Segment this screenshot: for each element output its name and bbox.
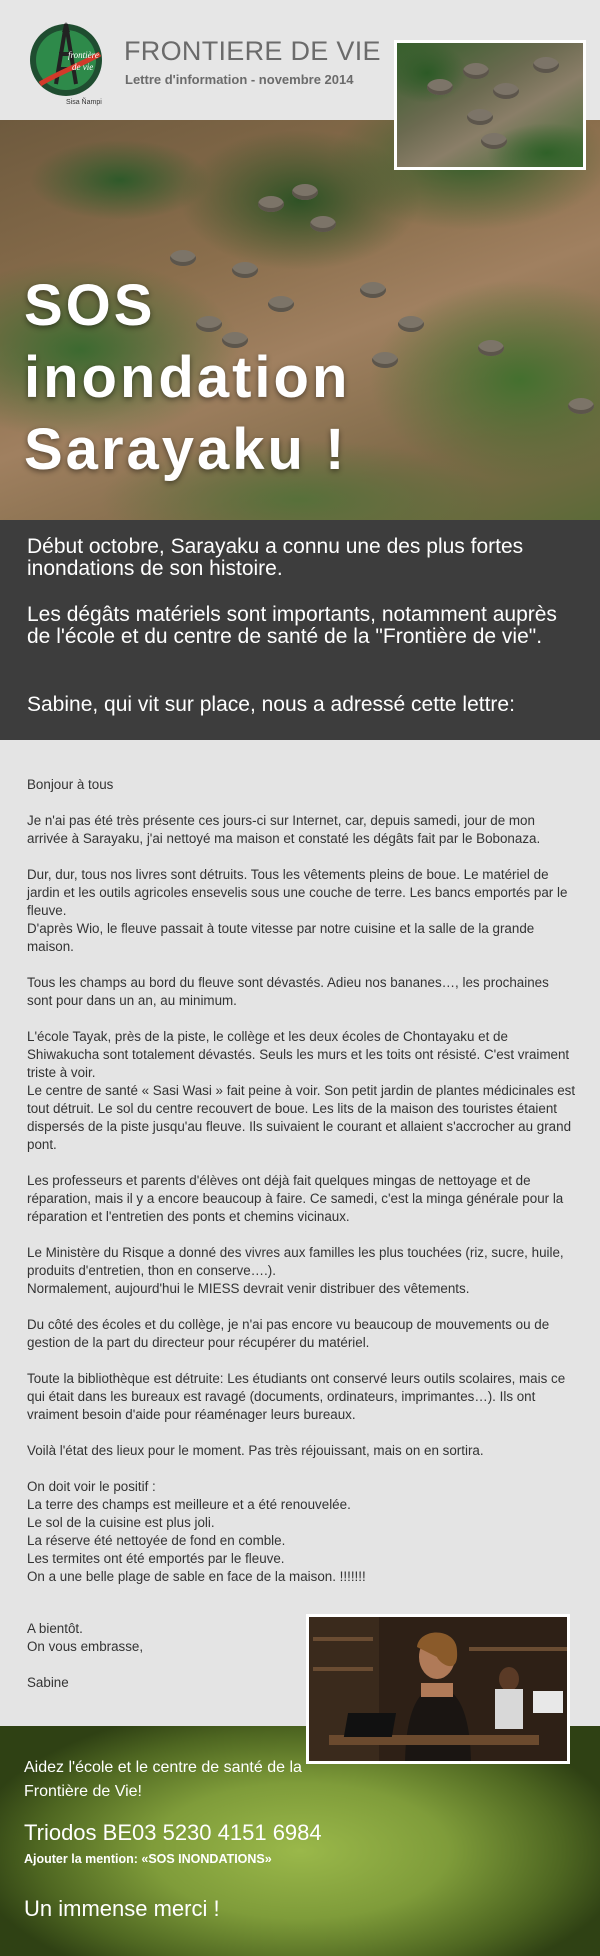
letter-signoff — [27, 1620, 287, 1710]
letter-paragraph: Tous les champs au bord du fleuve sont dévastés. Adieu nos bananes…, les prochaines sont pour dans un an, au minimum. — [27, 975, 549, 1008]
hut — [478, 340, 504, 356]
letter-paragraph: Je n'ai pas été très présente ces jours-ci sur Internet, car, depuis samedi, jour de mon arrivée à Sarayaku, j'ai nettoyé ma maison et constaté les dégâts fait par le Bobonaza. — [27, 813, 541, 846]
letter-closing: A bientôt. On vous embrasse, — [27, 1621, 144, 1654]
hut — [170, 250, 196, 266]
letter-signature: Sabine — [27, 1675, 69, 1690]
letter-paragraph: Voilà l'état des lieux pour le moment. Pas très réjouissant, mais on en sortira. — [27, 1443, 484, 1458]
letter-paragraph: Le Ministère du Risque a donné des vivres aux familles les plus touchées (riz, sucre, huile, produits d'entretien, thon en conserve….). Normalement, aujourd'hui le MIESS devrait venir distribuer des vêtements. — [27, 1245, 564, 1296]
frontiere-de-vie-logo — [26, 14, 106, 106]
letter-paragraph: Les professeurs et parents d'élèves ont déjà fait quelques mingas de nettoyage et de réparation, mais il y a encore beaucoup à faire. Ce samedi, c'est la minga générale pour la réparation et l'entretien des ponts et chemins vicinaux. — [27, 1173, 564, 1224]
letter-body — [27, 776, 577, 1604]
sabine-photo-illustration — [309, 1617, 570, 1764]
letter-greeting: Bonjour à tous — [27, 777, 114, 792]
hut — [427, 79, 453, 95]
intro-paragraph: Sabine, qui vit sur place, nous a adressé cette lettre: — [27, 693, 515, 716]
sabine-photo — [306, 1614, 570, 1764]
intro-paragraph: Les dégâts matériels sont importants, notamment auprès de l'école et du centre de santé de la "Frontière de vie". — [27, 603, 557, 648]
letter-paragraph: Dur, dur, tous nos livres sont détruits. Tous les vêtements pleins de boue. Le matériel de jardin et les outils agricoles ensevelis sous une couche de terre. Les bancs emportés par le fleuve. D'après Wio, le fleuve passait à toute vitesse par notre cuisine et la salle de la grande maison. — [27, 867, 568, 954]
hut — [310, 216, 336, 232]
hut — [258, 196, 284, 212]
letter-paragraph: Toute la bibliothèque est détruite: Les étudiants ont conservé leurs outils scolaires, mais ce qui était dans les bureaux est ravagé (documents, ordinateurs, imprimantes…). Ils ont vraiment besoin d'aide pour réaménager leurs bureaux. — [27, 1371, 566, 1422]
letter-paragraph: L'école Tayak, près de la piste, le collège et les deux écoles de Chontayaku et de Shiwakucha sont totalement dévastés. Seuls les murs et les toits ont résisté. C'est vraiment triste à voir. Le centre de santé « Sasi Wasi » fait peine à voir. Son petit jardin de plantes médicinales est tout détruit. Le sol du centre recouvert de boue. Les lits de la maison des touristes étaient dispersés de la piste jusqu'au fleuve. Ils suivaient le courant et allaient s'accrocher au grand pont. — [27, 1029, 576, 1152]
hero-headline: SOS inondation Sarayaku ! — [24, 273, 351, 482]
svg-text:de vie: de vie — [72, 62, 94, 72]
hut — [493, 83, 519, 99]
thank-you-message: Un immense merci ! — [24, 1896, 220, 1921]
hut — [467, 109, 493, 125]
hut — [481, 133, 507, 149]
inset-aerial-photo — [394, 40, 586, 170]
donation-call-to-action: Aidez l'école et le centre de santé de la Frontière de Vie! — [24, 1759, 302, 1800]
intro-paragraph: Début octobre, Sarayaku a connu une des plus fortes inondations de son histoire. — [27, 535, 524, 580]
hut — [568, 398, 594, 414]
letter-paragraph: Du côté des écoles et du collège, je n'ai pas encore vu beaucoup de mouvements ou de gestion de la part du directeur pour récupérer du matériel. — [27, 1317, 550, 1350]
intro-band — [0, 520, 600, 740]
hero-flood-photo — [0, 120, 600, 520]
bank-account-number: Triodos BE03 5230 4151 6984 — [24, 1820, 322, 1845]
hut — [292, 184, 318, 200]
newsletter-date: Lettre d'information - novembre 2014 — [125, 72, 354, 87]
letter-paragraph: On doit voir le positif : La terre des champs est meilleure et a été renouvelée. Le sol de la cuisine est plus joli. La réserve été nettoyée de fond en comble. Les termites ont été emportés par le fleuve. On a une belle plage de sable en face de la maison. !!!!!!! — [27, 1479, 366, 1584]
hut — [398, 316, 424, 332]
brand-title: FRONTIERE DE VIE — [124, 36, 381, 66]
svg-text:frontière: frontière — [68, 50, 99, 60]
svg-text:Sisa Ñampi: Sisa Ñampi — [66, 99, 102, 106]
hut — [360, 282, 386, 298]
hut — [463, 63, 489, 79]
donation-mention: Ajouter la mention: «SOS INONDATIONS» — [24, 1852, 272, 1866]
hut — [533, 57, 559, 73]
hut — [372, 352, 398, 368]
